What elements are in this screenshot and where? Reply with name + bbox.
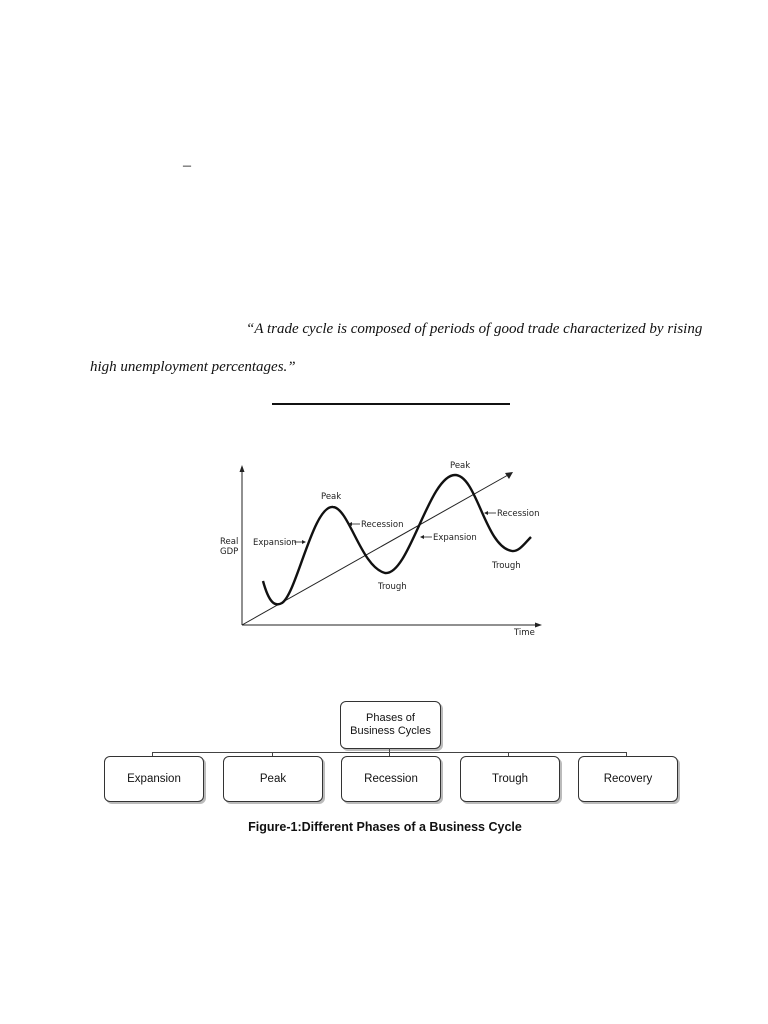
phase-label-peak: Peak: [259, 773, 287, 785]
phase-label-recovery: Recovery: [603, 773, 653, 785]
y-label-line-1: Real: [220, 537, 239, 547]
quote-line-1: “A trade cycle is composed of periods of good trade characterized by rising: [246, 321, 703, 337]
phase-label-recession: Recession: [364, 773, 418, 785]
label-recession-1: Recession: [361, 520, 404, 530]
label-expansion-1: Expansion: [253, 538, 297, 548]
phases-root-line-2: Business Cycles: [350, 725, 431, 737]
business-cycle-chart: [215, 455, 545, 650]
phase-box-trough: [460, 756, 560, 802]
x-axis-arrow: [535, 623, 542, 628]
phase-label-expansion: Expansion: [127, 773, 181, 785]
phase-label-trough: Trough: [491, 773, 528, 785]
phases-root-box: [340, 701, 441, 749]
label-peak-2: Peak: [450, 461, 471, 471]
phase-box-recovery: [578, 756, 678, 802]
label-expansion-2: Expansion: [433, 533, 477, 543]
label-recession-2: Recession: [497, 509, 540, 519]
y-axis-arrow: [240, 465, 245, 472]
label-peak-1: Peak: [321, 492, 342, 502]
phase-box-expansion: [104, 756, 204, 802]
quote-line-2: high unemployment percentages.”: [90, 359, 296, 375]
underline-rule: [272, 403, 510, 405]
phase-box-recession: [341, 756, 441, 802]
label-trough-1: Trough: [378, 582, 407, 592]
phase-box-peak: [223, 756, 323, 802]
x-label: Time: [514, 628, 535, 638]
phases-root-line-1: Phases of: [366, 712, 415, 724]
label-trough-2: Trough: [492, 561, 521, 571]
figure-caption: Figure-1:Different Phases of a Business Cycle: [248, 820, 522, 834]
dash-mark: –: [183, 157, 191, 174]
y-label-line-2: GDP: [220, 547, 239, 557]
